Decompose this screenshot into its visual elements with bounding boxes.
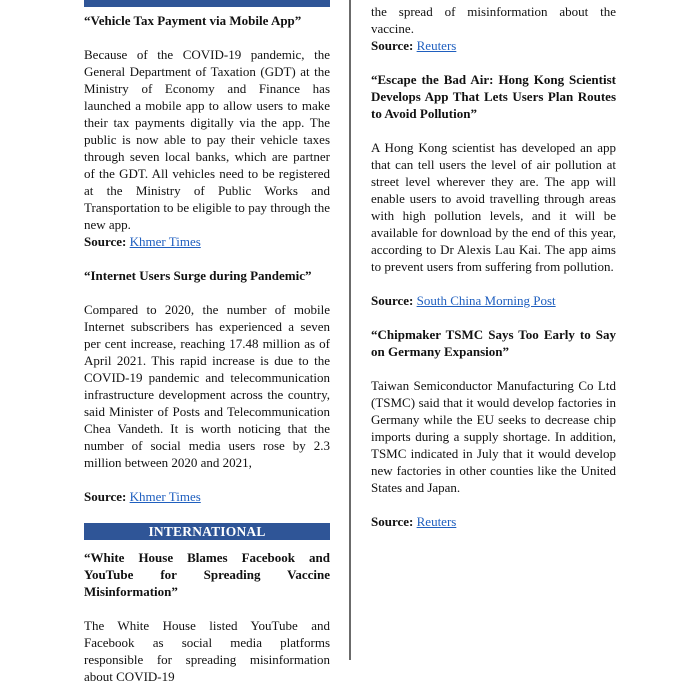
section-header-international: INTERNATIONAL xyxy=(84,523,330,540)
article-source-bad-air xyxy=(371,292,616,309)
source-link-khmer-times[interactable]: Khmer Times xyxy=(129,489,201,504)
article-source-internet-users xyxy=(84,488,330,505)
article-source-tsmc xyxy=(371,513,616,530)
source-label: Source: xyxy=(84,234,127,249)
article-body-vehicle-tax: Because of the COVID-19 pandemic, the General Department of Taxation (GDT) at the Ministry of Economy and Finance has launched a mobile app to allow users to make their tax payments digitally via the app. The public is now able to pay their vehicle taxes through seven local banks, which are partner of the GDT. All vehicles need to be registered at the Ministry of Public Works and Transportation to be eligible to pay through the new app. xyxy=(84,47,330,232)
article-body-bad-air: A Hong Kong scientist has developed an app that can tell users the level of air pollution at street level wherever they are. The app will enable users to avoid travelling through areas with high pollution levels, and it will be available for download by the end of this year, according to Dr Alexis Lau Kai. The app aims to prevent users from suffering from pollution. xyxy=(371,140,616,274)
article-headline-tsmc: “Chipmaker TSMC Says Too Early to Say on Germany Expansion” xyxy=(371,327,616,359)
source-label: Source: xyxy=(371,514,414,529)
article-body-white-house-continued: the spread of misinformation about the vaccine. xyxy=(371,4,616,36)
source-link-scmp[interactable]: South China Morning Post xyxy=(416,293,556,308)
article-body-white-house: The White House listed YouTube and Facebook as social media platforms responsible for spreading misinformation about COVID-19 xyxy=(84,618,330,684)
article-headline-white-house: “White House Blames Facebook and YouTube for Spreading Vaccine Misinformation” xyxy=(84,550,330,599)
article-source-white-house xyxy=(371,37,616,54)
source-label: Source: xyxy=(371,293,414,308)
article-body-tsmc: Taiwan Semiconductor Manufacturing Co Ltd (TSMC) said that it would develop factories in Germany while the EU seeks to decrease chip imports during a supply shortage. In addition, TSMC indicated in July that it would develop new factories in other counties like the United States and Japan. xyxy=(371,378,616,495)
article-source-vehicle-tax xyxy=(84,233,330,250)
section-band-top xyxy=(84,0,330,7)
source-link-khmer-times[interactable]: Khmer Times xyxy=(129,234,201,249)
source-label: Source: xyxy=(84,489,127,504)
source-link-reuters[interactable]: Reuters xyxy=(416,514,457,529)
article-headline-internet-users: “Internet Users Surge during Pandemic” xyxy=(84,268,312,283)
article-headline-bad-air: “Escape the Bad Air: Hong Kong Scientist Develops App That Lets Users Plan Routes to Avoid Pollution” xyxy=(371,72,616,121)
source-link-reuters[interactable]: Reuters xyxy=(416,38,457,53)
article-body-internet-users: Compared to 2020, the number of mobile Internet subscribers has experienced a seven per cent increase, reaching 17.48 million as of April 2021. This rapid increase is due to the COVID-19 pandemic and telecommunication infrastructure development across the country, said Minister of Posts and Telecommunication Chea Vandeth. It is worth noticing that the number of social media users rose by 2.3 million between 2020 and 2021, xyxy=(84,302,330,470)
column-divider xyxy=(349,0,351,660)
source-label: Source: xyxy=(371,38,414,53)
article-headline-vehicle-tax: “Vehicle Tax Payment via Mobile App” xyxy=(84,13,302,28)
